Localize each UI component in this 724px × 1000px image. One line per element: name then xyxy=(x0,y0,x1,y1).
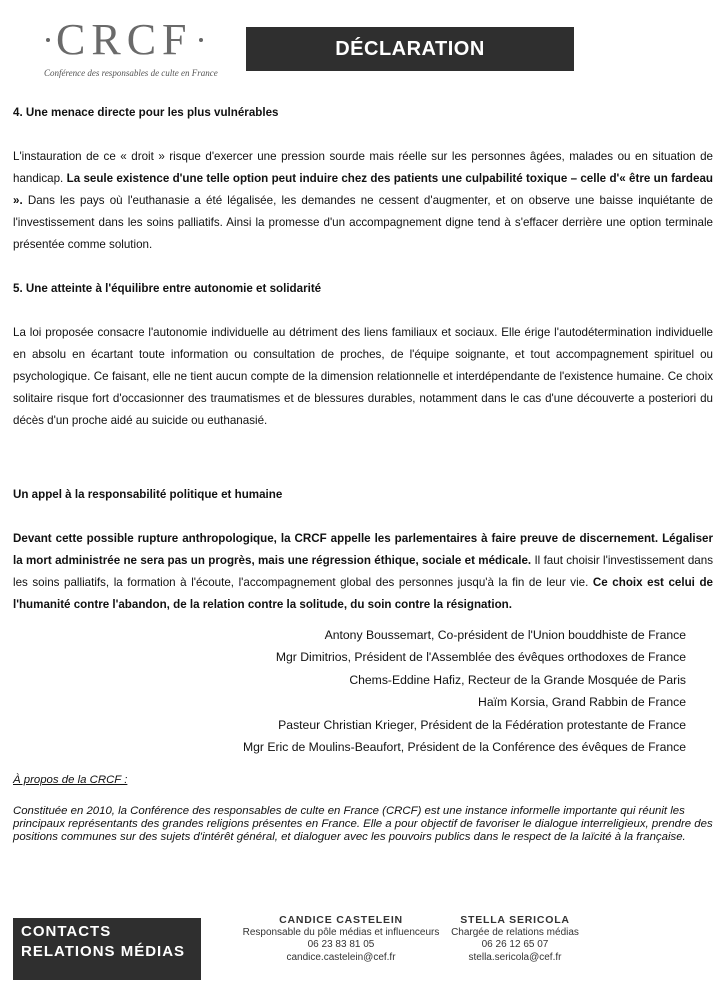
section-4-heading: 4. Une menace directe pour les plus vulnérables xyxy=(13,106,279,119)
section-5-paragraph: La loi proposée consacre l'autonomie individuelle au détriment des liens familiaux et sociaux. Elle érige l'autodétermination individuelle en absolu en écartant toute information ou consultation de proches, de l'équipe soignante, et tout accompagnement spirituel ou psychologique. Ce faisant, elle ne tient aucun compte de la dimension relationnelle et interdépendante de l'existence humaine. Ce choix solitaire risque fort d'occasionner des traumatismes et de blessures durables, notamment dans le cas d'une découverte a posteriori du décès d'un proche aidé au suicide ou euthanasié. xyxy=(13,326,713,427)
contact-role: Chargée de relations médias xyxy=(451,926,579,938)
section-4-text-bold: La seule existence d'une telle option peut induire chez des patients une culpabilité toxique – celle d'« être un fardeau ». xyxy=(13,172,713,207)
section-4-paragraph xyxy=(13,146,713,256)
signature-line: Pasteur Christian Krieger, Président de la Fédération protestante de France xyxy=(278,717,686,732)
about-title: À propos de la CRCF : xyxy=(13,774,128,786)
about-text: Constituée en 2010, la Conférence des responsables de culte en France (CRCF) est une instance informelle importante qui réunit les principaux représentants des grandes religions présentes en France. Elle a pour objectif de favoriser le dialogue interreligieux, prendre des positions communes sur des sujets d'intérêt général, et dialoguer avec les pouvoirs publics dans le respect de la laïcité à la française. xyxy=(13,805,713,843)
contacts-banner-line2: RELATIONS MÉDIAS xyxy=(21,943,186,960)
signatures-list xyxy=(243,624,686,758)
contact-role: Responsable du pôle médias et influenceurs xyxy=(242,926,440,938)
appeal-text-bold-b: Ce choix est celui de l'humanité contre l'abandon, de la relation contre la solitude, du soin contre la résignation. xyxy=(13,576,714,611)
logo-dot-right xyxy=(199,38,203,42)
logo-subtitle: Conférence des responsables de culte en France xyxy=(44,68,218,78)
contact-name: STELLA SERICOLA xyxy=(460,914,570,926)
appeal-paragraph xyxy=(13,528,713,616)
signature-line: Haïm Korsia, Grand Rabbin de France xyxy=(478,695,686,710)
contact-card xyxy=(226,914,456,964)
signature-line: Antony Boussemart, Co-président de l'Union bouddhiste de France xyxy=(324,628,686,642)
signature-line: Chems-Eddine Hafiz, Recteur de la Grande Mosquée de Paris xyxy=(349,672,686,687)
logo-text: CRCF xyxy=(56,15,193,64)
crcf-logo xyxy=(40,15,240,78)
contact-email[interactable]: candice.castelein@cef.fr xyxy=(286,951,396,963)
contacts-banner xyxy=(13,918,201,980)
contact-card xyxy=(440,914,590,964)
document-header xyxy=(0,0,724,90)
about-section xyxy=(13,774,713,844)
appeal-text-bold-a: Devant cette possible rupture anthropologique, la CRCF appelle les parlementaires à faire preuve de discernement. Légaliser la mort administrée ne sera pas un progrès, mais une régression éthique, sociale et médicale. xyxy=(13,532,713,567)
section-4-text-a: L'instauration de ce « droit » risque d'exercer une pression sourde mais réelle sur les personnes âgées, malades ou en situation de handicap. xyxy=(13,150,713,185)
document-body xyxy=(13,102,713,616)
contact-email[interactable]: stella.sericola@cef.fr xyxy=(468,951,562,963)
declaration-banner: DÉCLARATION xyxy=(246,27,574,71)
appeal-text: Il faut choisir l'investissement dans les soins palliatifs, la formation à l'écoute, l'accompagnement global des personnes jusqu'à la fin de leur vie. xyxy=(13,554,713,589)
contacts-banner-line1: CONTACTS xyxy=(21,923,112,940)
section-4-text-b: Dans les pays où l'euthanasie a été légalisée, les demandes ne cessent d'augmenter, et on observe une baisse inquiétante de l'investissement dans les soins palliatifs. Ainsi la promesse d'un accompagnement digne tend à s'effacer derrière une option terminale présentée comme solution. xyxy=(13,194,713,251)
media-contacts-footer xyxy=(0,912,724,992)
signature-line: Mgr Dimitrios, Président de l'Assemblée des évêques orthodoxes de France xyxy=(275,650,686,665)
signature-line: Mgr Eric de Moulins-Beaufort, Président de la Conférence des évêques de France xyxy=(242,740,686,755)
logo-dot-left xyxy=(46,38,50,42)
section-5-heading: 5. Une atteinte à l'équilibre entre autonomie et solidarité xyxy=(13,282,322,295)
contact-phone: 06 23 83 81 05 xyxy=(307,939,375,950)
appeal-heading: Un appel à la responsabilité politique et humaine xyxy=(13,488,283,501)
contact-phone: 06 26 12 65 07 xyxy=(481,939,549,950)
contact-name: CANDICE CASTELEIN xyxy=(279,914,403,926)
